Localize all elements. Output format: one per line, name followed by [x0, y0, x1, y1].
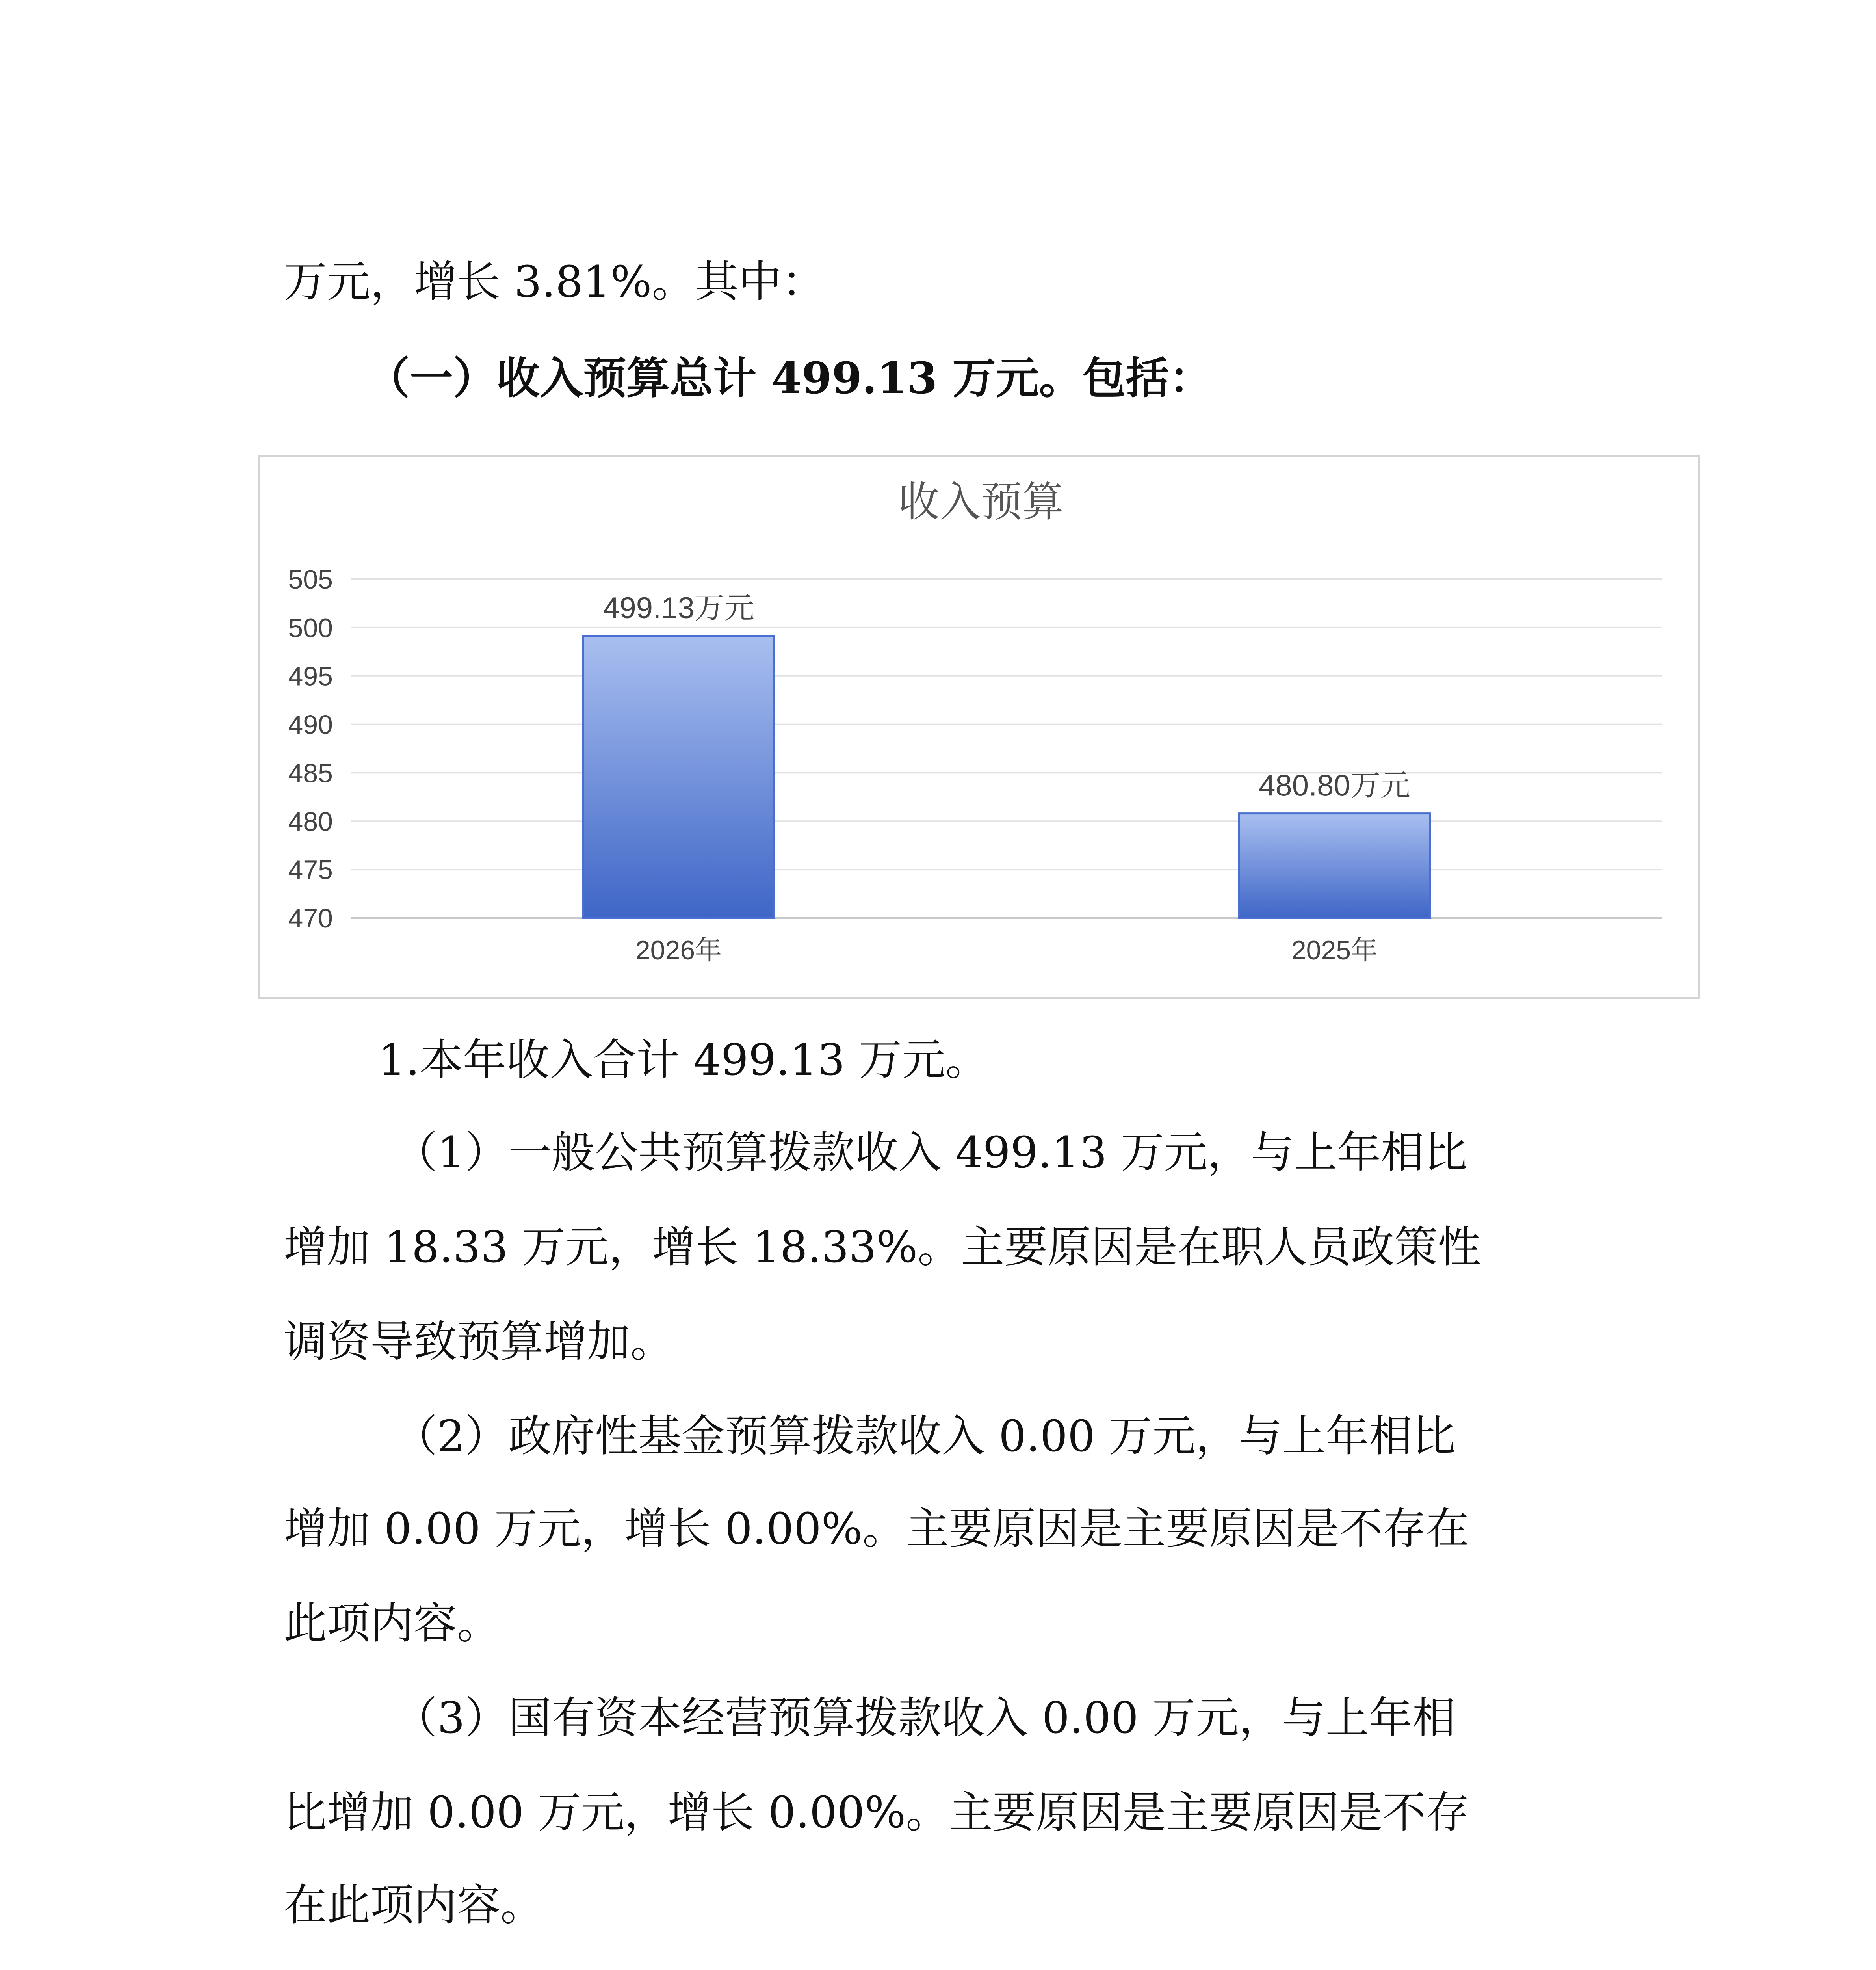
- para-line: 增加 0.00 万元，增长 0.00%。主要原因是主要原因是不存在: [284, 1504, 1469, 1554]
- bar-data-label: 499.13万元: [603, 591, 754, 625]
- chart-title: 收入预算: [898, 479, 1064, 525]
- para-line: 比增加 0.00 万元，增长 0.00%。主要原因是主要原因是不存: [284, 1787, 1469, 1838]
- y-tick-label: 490: [288, 710, 333, 740]
- y-tick-label: 475: [288, 855, 333, 885]
- x-tick-label: 2025年: [1291, 935, 1378, 965]
- bar-data-label: 480.80万元: [1259, 769, 1410, 803]
- para-line: 1.本年收入合计 499.13 万元。: [378, 1035, 989, 1085]
- bar-layer: [583, 591, 1430, 965]
- y-tick-label: 485: [288, 758, 333, 788]
- para-line: 此项内容。: [284, 1598, 500, 1648]
- para-cont-line: 万元，增长 3.81%。其中：: [284, 256, 825, 307]
- section-heading: （一）收入预算总计 499.13 万元。包括：: [366, 353, 1213, 403]
- grid-layer: [288, 565, 1662, 933]
- x-tick-label: 2026年: [635, 935, 722, 965]
- y-tick-label: 505: [288, 565, 333, 595]
- chart-svg: [260, 457, 1698, 997]
- y-tick-label: 495: [288, 661, 333, 691]
- y-tick-label: 480: [288, 807, 333, 837]
- para-line: （1）一般公共预算拨款收入 499.13 万元，与上年相比: [394, 1127, 1467, 1178]
- para-line: 调资导致预算增加。: [284, 1316, 674, 1367]
- y-tick-label: 470: [288, 903, 333, 933]
- para-line: （3）国有资本经营预算拨款收入 0.00 万元，与上年相: [394, 1693, 1456, 1743]
- para-line: 在此项内容。: [284, 1880, 544, 1930]
- para-line: 增加 18.33 万元，增长 18.33%。主要原因是在职人员政策性: [284, 1222, 1481, 1272]
- bar: [1239, 814, 1430, 918]
- para-line: （2）政府性基金预算拨款收入 0.00 万元，与上年相比: [394, 1411, 1456, 1461]
- y-tick-label: 500: [288, 613, 333, 643]
- income-budget-chart: [258, 455, 1700, 999]
- bar: [583, 636, 774, 918]
